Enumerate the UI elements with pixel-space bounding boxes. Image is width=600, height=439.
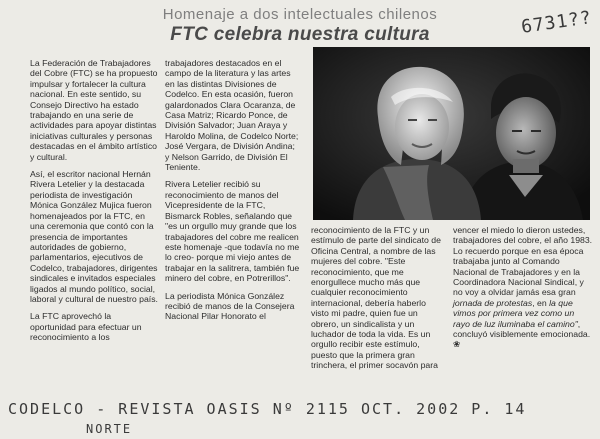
paragraph: La FTC aprovechó la oportunidad para efectuar un reconocimiento a los — [30, 311, 142, 343]
paragraph: trabajadores destacados en el campo de la literatura y las artes en las distintas Divisiones de Codelco. En esta ocasión, fueron galardonados Clara Ocaranza, de Casa Matriz; Ricardo Ponce, de División Salvador; Juan Araya y Haroldo Molina, de Codelco Norte; José Vergara, de División Andina; y Nelson Garrido, de División El Teniente. — [165, 58, 299, 173]
photo-illustration — [313, 47, 590, 220]
text-run: , concluyó visiblemente emocionada. — [453, 318, 591, 340]
italic-run: la que vimos por primera vez como un rayo de luz iluminaba el camino" — [453, 297, 578, 329]
paragraph: La Federación de Trabajadores del Cobre (FTC) se ha propuesto impulsar y fortalecer la cultura nacional. En este sentido, su Consejo Directivo ha estado trabajando en una serie de actividades para apoyar distintas iniciativas culturales y personas destacadas en el ámbito artístico y cultural. — [30, 58, 158, 162]
paragraph — [453, 225, 593, 350]
handwritten-reference-number: 6731?? — [519, 7, 594, 38]
paragraph: Así, el escritor nacional Hernán Rivera Letelier y la destacada periodista de investigación Mónica González Mujica fueron homenajeados por la FTC, en una ceremonia que contó con la presencia de importantes autoridades de gobierno, parlamentarios, ejecutivos de Codelco, trabajadores, dirigentes sindicales e invitados especiales ligados al mundo político, social, laboral y cultural de nuestro país. — [30, 169, 158, 304]
text-run: , en — [532, 297, 550, 308]
column-3 — [311, 225, 446, 378]
handwritten-source-note-2: NORTE — [86, 422, 133, 436]
paragraph: Rivera Letelier recibió su reconocimiento de manos del Vicepresidente de la FTC, Bismarck Robles, señalando que "es un orgullo muy grande que los trabajadores del cobre me realicen este homenaje -que todavía no me lo creo- porque mi viejo antes de trabajar en la salitrera, también fue minero del cobre, en Potrerillos". — [165, 179, 300, 284]
article-photo — [313, 47, 590, 220]
handwritten-source-note: CODELCO - REVISTA OASIS Nº 2115 OCT. 2002 P. 14 — [8, 400, 527, 418]
paragraph: reconocimiento de la FTC y un estímulo de parte del sindicato de Oficina Central, a nombre de las mujeres del cobre. "Este reconocimiento, que me enorgullece mucho más que cualquier reconocimiento internacional, debería haberlo visto mi padre, quien fue un obrero, un sindicalista y un luchador de toda la vida. Es un orgullo recibir este estímulo, puesto que la primera gran trinchera, el primer socavón para — [311, 225, 441, 371]
end-mark-icon: ❀ — [453, 339, 461, 350]
paragraph: La periodista Mónica González recibió de manos de la Consejera Nacional Pilar Honorato el — [165, 290, 295, 322]
article-kicker: Homenaje a dos intelectuales chilenos — [162, 6, 438, 23]
text-run: vencer el miedo lo dieron ustedes, trabajadores del cobre, el año 1983. Lo recuerdo porque en esa época trabajaba junto al Comando Nacional de Trabajadores y en la Coordinadora Nacional Sindical, y no voy a olvidar jamás esa gran — [453, 225, 593, 298]
column-4 — [453, 225, 593, 357]
column-1 — [30, 58, 158, 350]
article-headline: FTC celebra nuestra cultura — [170, 24, 430, 45]
column-2 — [165, 58, 300, 329]
italic-run: jornada de protestas — [453, 297, 533, 308]
